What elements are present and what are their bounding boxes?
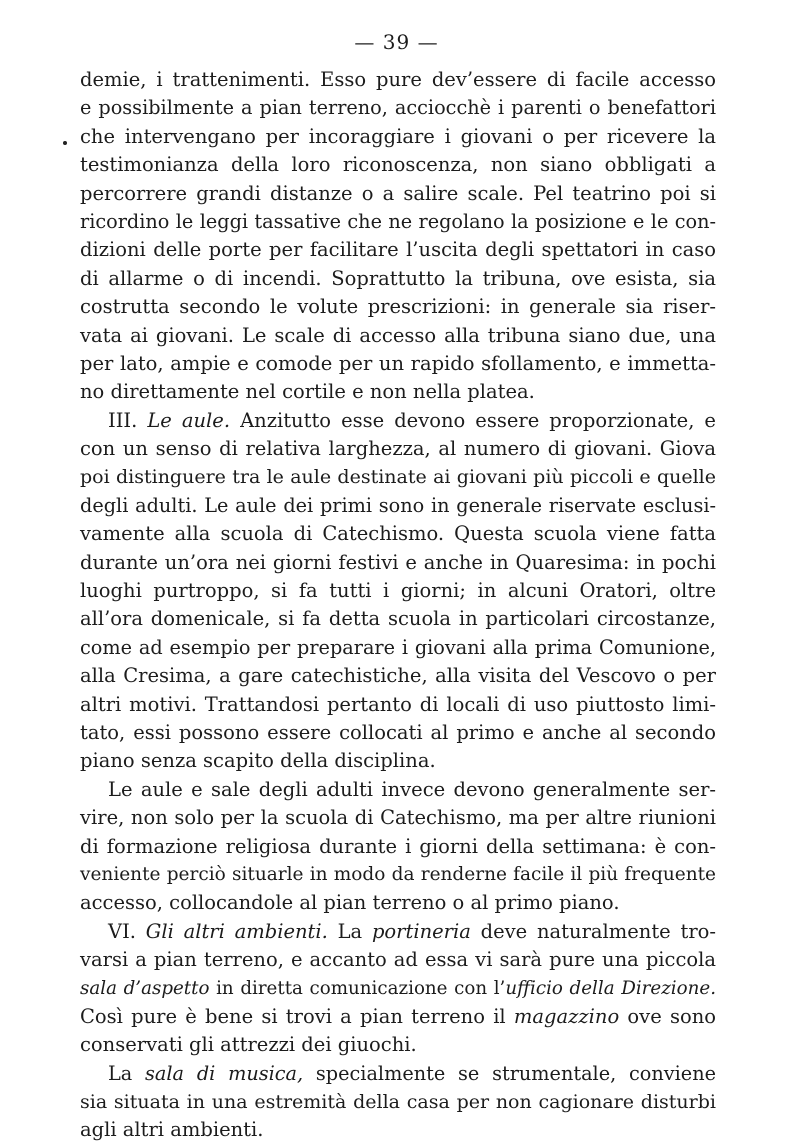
italic-term: portineria: [371, 919, 471, 943]
text-run: Anzitutto esse devono essere proporzionate, e: [230, 408, 716, 432]
text-line: all’ora domenicale, si fa detta scuola in particolari circostanze,: [80, 607, 716, 631]
text-line: [80, 975, 716, 1003]
text-line: sia situata in una estremità della casa per non cagionare disturbi: [80, 1091, 716, 1114]
text-line: piano senza scapito della disciplina.: [80, 749, 436, 773]
italic-term: magazzino: [513, 1004, 620, 1028]
text-line: per lato, ampie e comode per un rapido sfollamento, e immetta-: [80, 351, 716, 375]
text-line: Le aule e sale degli adulti invece devono generalmente ser-: [108, 777, 716, 801]
page-number: — 39 —: [354, 30, 439, 54]
text-line: di formazione religiosa durante i giorni della settimana: è con-: [80, 834, 716, 858]
italic-term: sala di musica,: [145, 1061, 304, 1085]
text-line: demie, i trattenimenti. Esso pure dev’essere di facile accesso: [80, 68, 716, 91]
body-text: [80, 66, 716, 1145]
text-line: ricordino le leggi tassative che ne regolano la posizione e le con-: [80, 209, 716, 233]
text-line: come ad esempio per preparare i giovani alla prima Comunione,: [80, 635, 716, 659]
italic-term: ufficio della Direzione.: [505, 977, 716, 999]
text-line: vamente alla scuola di Catechismo. Questa scuola viene fatta: [80, 522, 716, 546]
text-line: durante un’ora nei giorni festivi e anche in Quaresima: in pochi: [80, 550, 716, 574]
text-line: tato, essi possono essere collocati al primo e anche al secondo: [80, 720, 716, 744]
text-line: veniente perciò situarle in modo da renderne facile il più frequente: [80, 863, 716, 885]
text-line: che intervengano per incoraggiare i giovani o per ricevere la: [80, 124, 716, 148]
section-heading-line: [80, 918, 716, 946]
text-line: accesso, collocandole al pian terreno o al primo piano.: [80, 891, 620, 915]
text-run: deve naturalmente tro-: [470, 919, 716, 943]
text-line: [80, 1060, 716, 1088]
margin-mark: [63, 141, 67, 145]
text-line: varsi a pian terreno, e accanto ad essa vi sarà pure una piccola: [80, 948, 716, 972]
text-line: vire, non solo per la scuola di Catechismo, ma per altre riunioni: [80, 806, 716, 830]
text-line: testimonianza della loro riconoscenza, non siano obbligati a: [80, 153, 716, 177]
text-line: dizioni delle porte per facilitare l’uscita degli spettatori in caso: [80, 238, 716, 262]
text-line: conservati gli attrezzi dei giuochi.: [80, 1033, 417, 1057]
text-run: ove sono: [619, 1004, 716, 1028]
text-line: costrutta secondo le volute prescrizioni: in generale sia riser-: [80, 295, 716, 319]
text-run: in diretta comunicazione con l’: [209, 977, 506, 999]
section-heading-line: [80, 407, 716, 435]
text-run: La: [108, 1061, 146, 1085]
text-line: [80, 1003, 716, 1031]
section-number: III.: [108, 408, 148, 432]
text-line: agli altri ambienti.: [80, 1118, 264, 1142]
text-line: alla Cresima, a gare catechistiche, alla visita del Vescovo o per: [80, 664, 716, 688]
section-title: Le aule.: [147, 408, 231, 432]
text-line: poi distinguere tra le aule destinate ai giovani più piccoli e quelle: [80, 466, 716, 489]
text-line: con un senso di relativa larghezza, al numero di giovani. Giova: [80, 437, 716, 461]
text-run: Così pure è bene si trovi a pian terreno il: [80, 1004, 514, 1028]
text-line: degli adulti. Le aule dei primi sono in generale riservate esclusi-: [80, 493, 716, 517]
text-line: di allarme o di incendi. Soprattutto la tribuna, ove esista, sia: [80, 266, 716, 290]
text-run: La: [327, 919, 372, 943]
text-line: e possibilmente a pian terreno, acciocchè i parenti o benefattori: [80, 96, 716, 120]
text-line: luoghi purtroppo, si fa tutti i giorni; in alcuni Oratori, oltre: [80, 579, 716, 603]
italic-term: sala d’aspetto: [80, 977, 210, 999]
text-line: vata ai giovani. Le scale di accesso alla tribuna siano due, una: [80, 323, 716, 347]
text-line: percorrere grandi distanze o a salire scale. Pel teatrino poi si: [80, 181, 716, 205]
section-title: Gli altri ambienti.: [145, 919, 328, 943]
text-line: no direttamente nel cortile e non nella platea.: [80, 380, 535, 404]
text-line: altri motivi. Trattandosi pertanto di locali di uso piuttosto limi-: [80, 692, 716, 716]
text-run: specialmente se strumentale, conviene: [303, 1061, 716, 1085]
section-number: VI.: [108, 919, 146, 943]
